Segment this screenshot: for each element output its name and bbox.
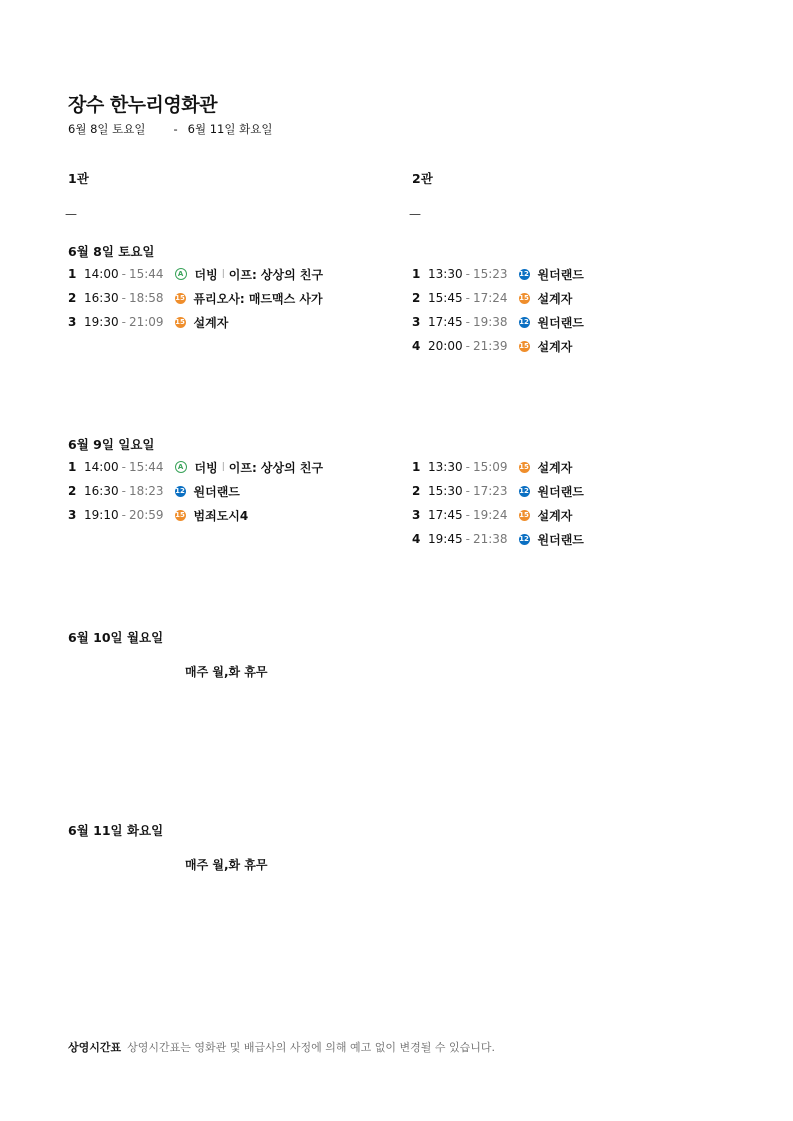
showtime-row[interactable] [412, 527, 584, 551]
start-time: 14:00 [84, 460, 119, 474]
time-separator: - [465, 339, 470, 353]
closed-notice: 매주 월,화 휴무 [185, 858, 268, 872]
end-time: 21:38 [472, 532, 508, 546]
rating-all-icon: A [175, 268, 187, 280]
start-time: 16:30 [84, 291, 119, 305]
show-number: 1 [68, 460, 77, 474]
movie-title[interactable]: 원더랜드 [537, 532, 584, 547]
movie-title[interactable]: 퓨리오사: 매드맥스 사가 [193, 291, 323, 306]
show-number: 1 [412, 460, 421, 474]
start-time: 19:10 [84, 508, 119, 522]
movie-title[interactable]: 이프: 상상의 친구 [228, 460, 324, 475]
movie-title[interactable]: 설계자 [537, 460, 573, 475]
movie-title[interactable]: 이프: 상상의 친구 [228, 267, 324, 282]
showtime-row[interactable] [68, 310, 228, 334]
time-separator: - [465, 291, 470, 305]
showtime-row[interactable] [412, 479, 584, 503]
hall-2-header: 2관 [412, 171, 433, 186]
show-number: 3 [412, 508, 421, 522]
movie-title[interactable]: 원더랜드 [537, 315, 584, 330]
page-title: 장수 한누리영화관 [68, 94, 217, 116]
rating-12-icon: 12 [519, 534, 529, 543]
footer [68, 1039, 495, 1055]
show-number: 2 [68, 484, 77, 498]
showtime-row[interactable] [412, 310, 584, 334]
start-time: 20:00 [428, 339, 463, 353]
rating-all-icon: A [175, 461, 187, 473]
footer-note: 상영시간표는 영화관 및 배급사의 사정에 의해 예고 없이 변경될 수 있습니다. [127, 1041, 496, 1054]
rating-12-icon: 12 [519, 317, 529, 326]
showtime-row[interactable] [412, 286, 572, 310]
movie-title[interactable]: 설계자 [537, 339, 573, 354]
date-range [68, 121, 272, 137]
end-time: 19:24 [472, 508, 508, 522]
end-time: 17:24 [472, 291, 508, 305]
showtime-row[interactable] [412, 455, 572, 479]
showtime-row[interactable] [412, 334, 572, 358]
movie-title[interactable]: 원더랜드 [193, 484, 240, 499]
movie-title[interactable]: 설계자 [537, 508, 573, 523]
end-time: 15:23 [472, 267, 508, 281]
start-time: 13:30 [428, 267, 463, 281]
rating-12-icon: 12 [519, 486, 529, 495]
hall-1-header: 1관 [68, 171, 89, 186]
showtime-row[interactable] [412, 262, 584, 286]
end-time: 18:58 [128, 291, 164, 305]
end-time: 15:44 [128, 267, 164, 281]
end-time: 21:09 [128, 315, 164, 329]
show-number: 2 [68, 291, 77, 305]
movie-title[interactable]: 원더랜드 [537, 484, 584, 499]
rating-15-icon: 15 [175, 510, 185, 519]
day-title: 6월 11일 화요일 [68, 823, 164, 838]
start-time: 15:45 [428, 291, 463, 305]
show-number: 3 [68, 508, 77, 522]
movie-title[interactable]: 범죄도시4 [193, 508, 249, 523]
show-number: 1 [68, 267, 77, 281]
hall-1-divider: — [65, 207, 77, 221]
end-time: 19:38 [472, 315, 508, 329]
end-time: 17:23 [472, 484, 508, 498]
separator-bar: | [221, 462, 225, 472]
show-number: 2 [412, 291, 421, 305]
rating-12-icon: 12 [175, 486, 185, 495]
showtime-row[interactable] [68, 479, 240, 503]
day-title: 6월 8일 토요일 [68, 244, 155, 259]
show-number: 4 [412, 532, 421, 546]
showtime-row[interactable] [68, 286, 323, 310]
start-time: 14:00 [84, 267, 119, 281]
movie-title[interactable]: 원더랜드 [537, 267, 584, 282]
date-range-separator: - [173, 122, 178, 136]
rating-12-icon: 12 [519, 269, 529, 278]
start-time: 13:30 [428, 460, 463, 474]
date-range-to: 6월 11일 화요일 [187, 122, 273, 136]
rating-15-icon: 15 [519, 341, 529, 350]
time-separator: - [465, 532, 470, 546]
separator-bar: | [221, 269, 225, 279]
show-number: 3 [68, 315, 77, 329]
day-title: 6월 9일 일요일 [68, 437, 155, 452]
time-separator: - [465, 315, 470, 329]
time-separator: - [121, 291, 126, 305]
time-separator: - [465, 460, 470, 474]
show-number: 3 [412, 315, 421, 329]
end-time: 15:44 [128, 460, 164, 474]
show-number: 2 [412, 484, 421, 498]
time-separator: - [121, 508, 126, 522]
dub-tag: 더빙 [194, 460, 218, 475]
start-time: 15:30 [428, 484, 463, 498]
show-number: 1 [412, 267, 421, 281]
footer-label: 상영시간표 [68, 1041, 122, 1054]
time-separator: - [121, 315, 126, 329]
rating-15-icon: 15 [519, 510, 529, 519]
rating-15-icon: 15 [519, 293, 529, 302]
time-separator: - [121, 484, 126, 498]
start-time: 17:45 [428, 315, 463, 329]
closed-notice: 매주 월,화 휴무 [185, 665, 268, 679]
time-separator: - [121, 267, 126, 281]
movie-title[interactable]: 설계자 [537, 291, 573, 306]
end-time: 15:09 [472, 460, 508, 474]
time-separator: - [121, 460, 126, 474]
start-time: 16:30 [84, 484, 119, 498]
showtime-row[interactable] [412, 503, 572, 527]
movie-title[interactable]: 설계자 [193, 315, 229, 330]
showtime-row[interactable] [68, 262, 323, 286]
start-time: 17:45 [428, 508, 463, 522]
end-time: 20:59 [128, 508, 164, 522]
showtime-row[interactable] [68, 455, 323, 479]
hall-2-divider: — [409, 207, 421, 221]
rating-15-icon: 15 [519, 462, 529, 471]
show-number: 4 [412, 339, 421, 353]
end-time: 18:23 [128, 484, 164, 498]
showtime-row[interactable] [68, 503, 248, 527]
end-time: 21:39 [472, 339, 508, 353]
dub-tag: 더빙 [194, 267, 218, 282]
day-title: 6월 10일 월요일 [68, 630, 164, 645]
time-separator: - [465, 484, 470, 498]
start-time: 19:30 [84, 315, 119, 329]
time-separator: - [465, 508, 470, 522]
rating-15-icon: 15 [175, 293, 185, 302]
date-range-from: 6월 8일 토요일 [68, 122, 146, 136]
rating-15-icon: 15 [175, 317, 185, 326]
time-separator: - [465, 267, 470, 281]
start-time: 19:45 [428, 532, 463, 546]
